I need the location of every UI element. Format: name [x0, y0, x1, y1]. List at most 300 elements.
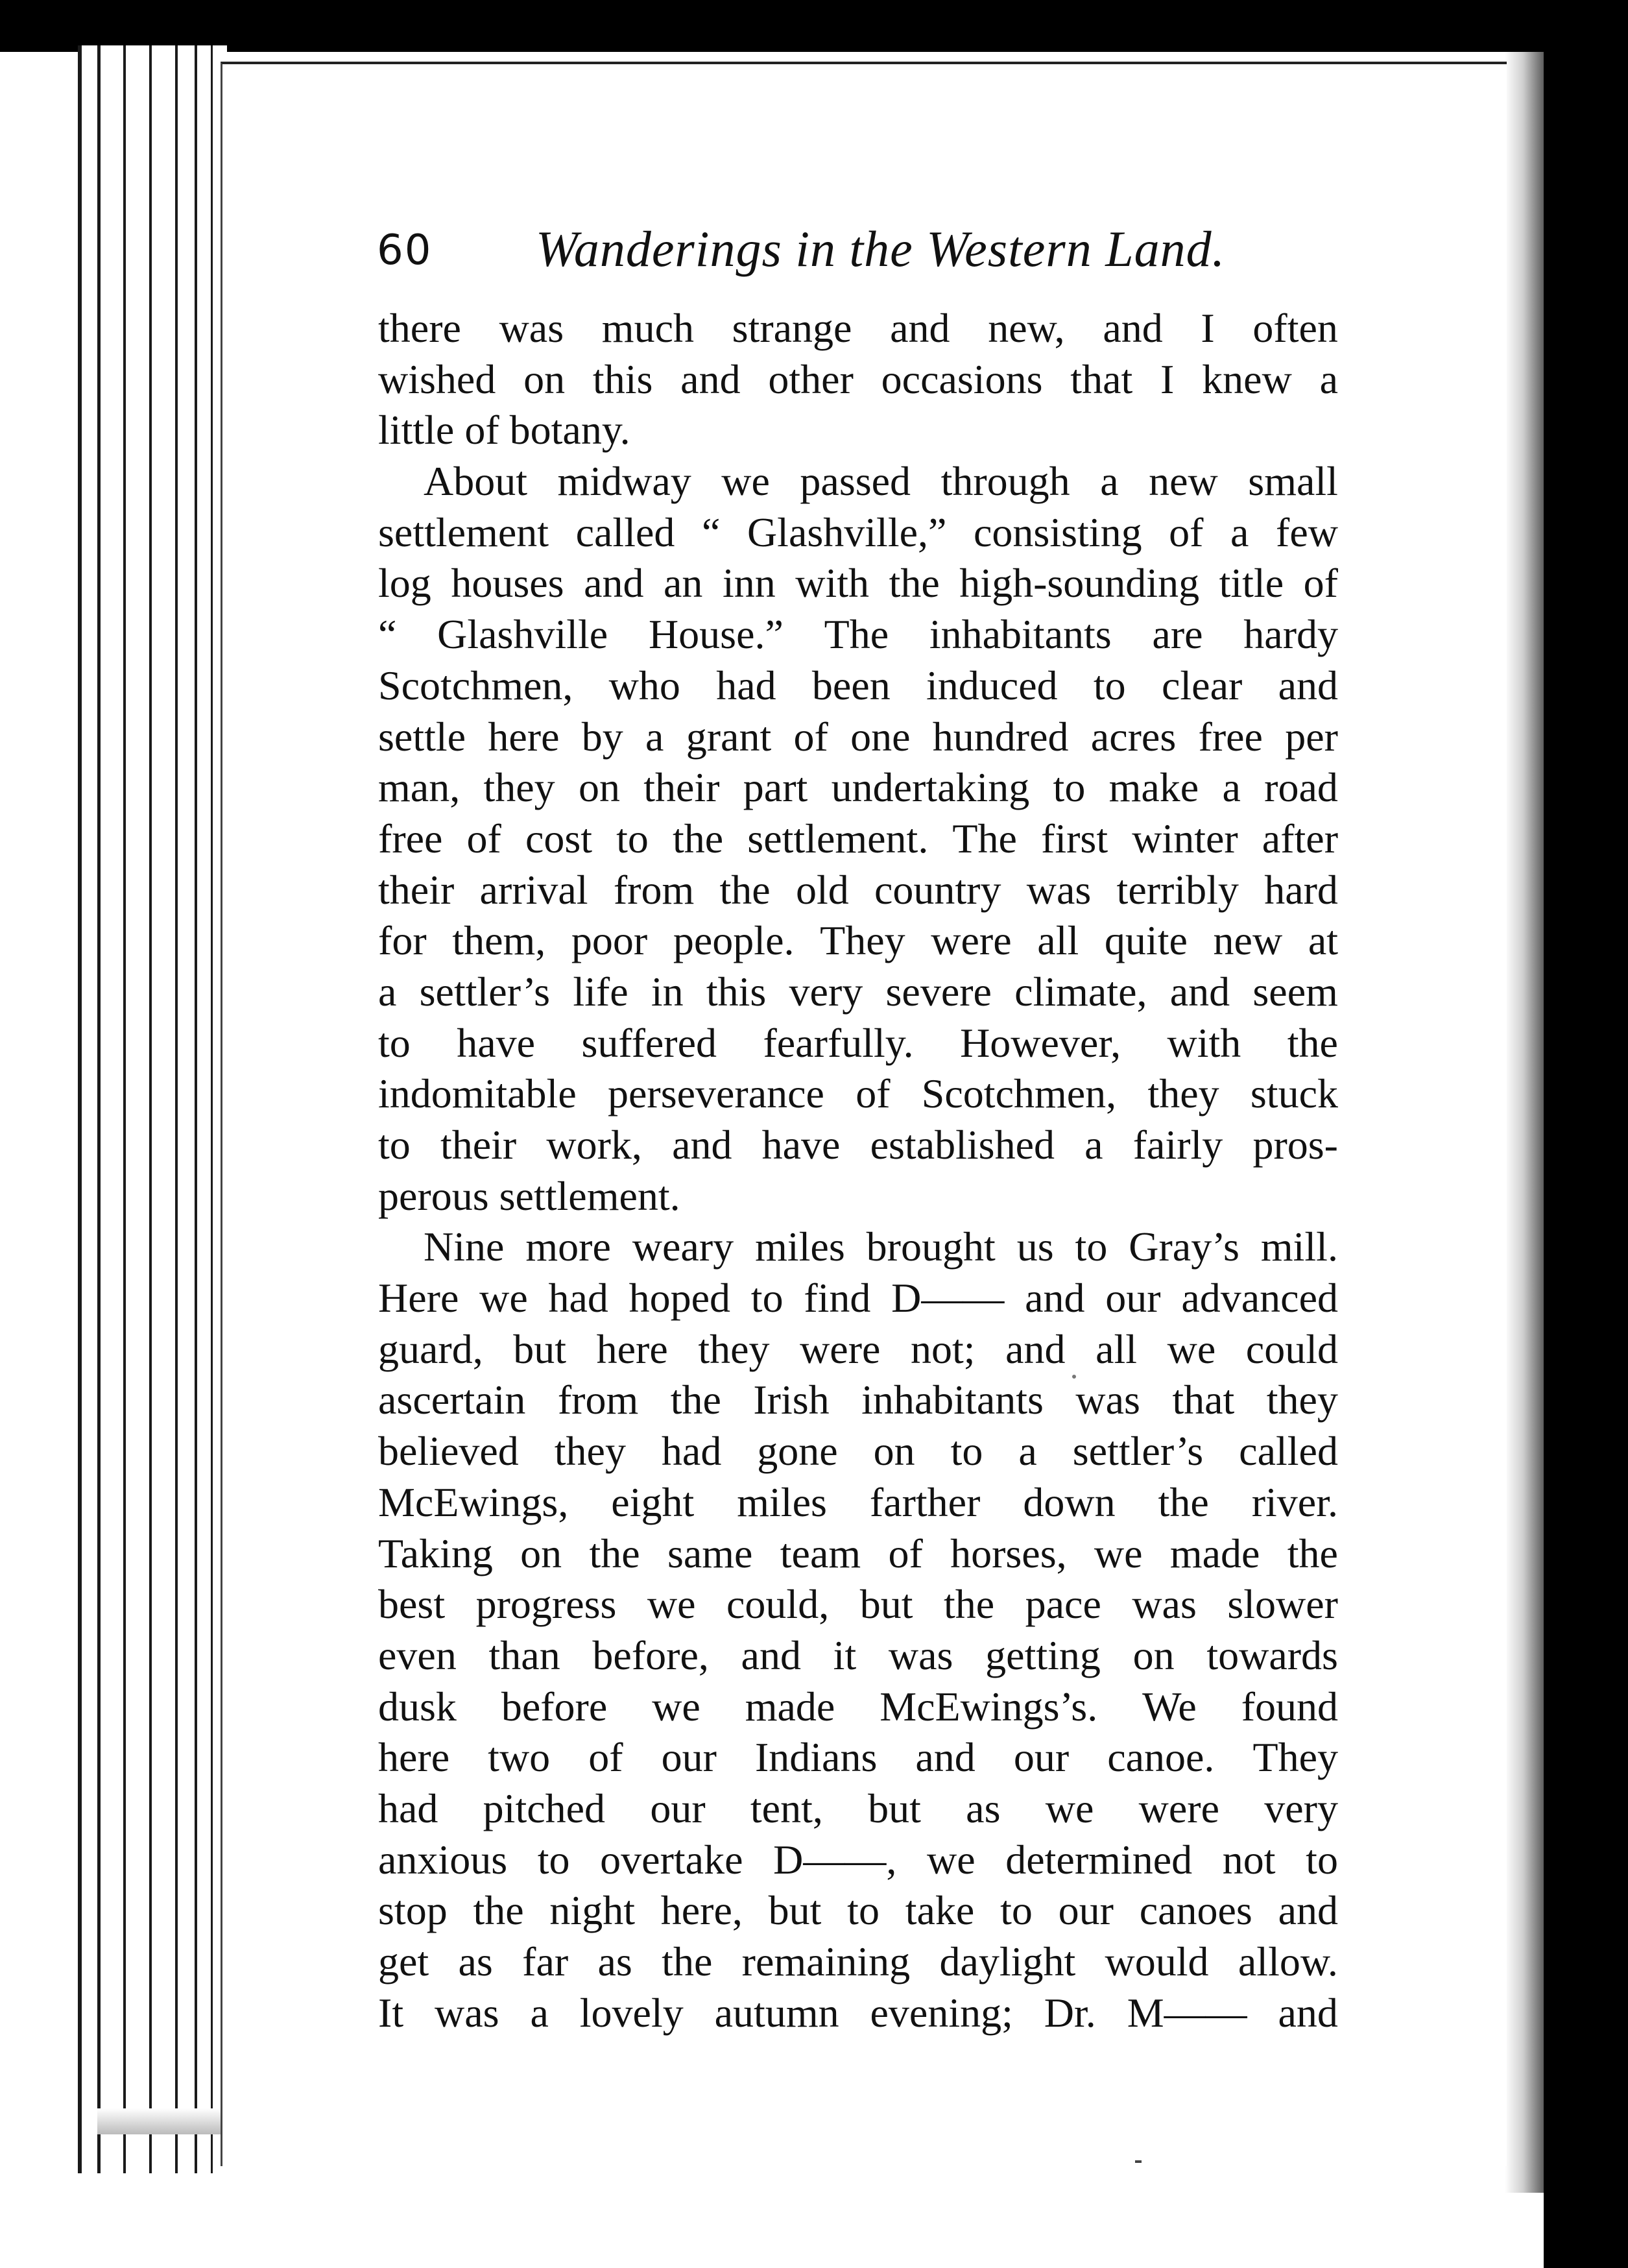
word: with — [795, 560, 870, 607]
word: river. — [1251, 1478, 1338, 1525]
word: before — [501, 1683, 608, 1730]
word: the — [473, 1887, 524, 1934]
page-edge-line — [211, 45, 213, 2173]
word: Taking — [378, 1530, 493, 1576]
word: could, — [726, 1581, 830, 1628]
word: progress — [475, 1581, 617, 1628]
word: and — [1278, 1887, 1338, 1934]
word: an — [664, 560, 703, 607]
word: was — [499, 305, 564, 351]
word: they — [1266, 1377, 1338, 1423]
word: pitched — [483, 1785, 606, 1831]
word: overtake — [600, 1836, 743, 1883]
word: free — [1198, 713, 1263, 760]
word: of — [1303, 560, 1338, 607]
word: made — [1169, 1530, 1260, 1576]
page-edge-line — [123, 45, 126, 2173]
word: Indians — [754, 1734, 878, 1781]
word: road — [1264, 764, 1338, 811]
word: we — [926, 1836, 976, 1883]
word: as — [966, 1785, 1001, 1831]
word: wished — [378, 356, 496, 402]
word: passed — [800, 458, 911, 505]
word: D——, — [773, 1836, 897, 1883]
text-line — [378, 1375, 1338, 1426]
word: per — [1285, 713, 1338, 760]
word: perseverance — [607, 1070, 824, 1117]
word: our — [661, 1734, 717, 1781]
word: canoes — [1139, 1887, 1252, 1934]
word: before, — [592, 1632, 709, 1678]
word: here — [488, 713, 560, 760]
word: inhabitants — [929, 611, 1112, 658]
word: canoe. — [1107, 1734, 1215, 1781]
word: Gray’s — [1129, 1224, 1239, 1270]
word: through — [940, 458, 1070, 505]
word: “ — [701, 509, 721, 555]
word: mill. — [1260, 1224, 1338, 1270]
text-line — [378, 558, 1338, 609]
word: the — [719, 866, 771, 913]
word: and — [1278, 1989, 1338, 2036]
word: get — [378, 1938, 429, 1984]
word: we — [652, 1683, 700, 1730]
word: our — [1105, 1275, 1161, 1321]
word: team — [780, 1530, 861, 1576]
word: D—— — [891, 1275, 1005, 1321]
running-head — [377, 220, 1415, 298]
word: on — [578, 764, 620, 811]
word: a — [1230, 509, 1249, 555]
word: night — [549, 1887, 635, 1934]
text-line — [378, 1426, 1338, 1477]
word: we — [1167, 1325, 1216, 1372]
word: to — [1093, 662, 1126, 708]
word: we — [479, 1275, 528, 1321]
word: the — [673, 815, 724, 862]
word: farther — [869, 1478, 981, 1525]
word: a — [645, 713, 664, 760]
text-line — [378, 1528, 1338, 1580]
word: winter — [1132, 815, 1238, 862]
word: of — [888, 1530, 923, 1576]
text-line — [378, 865, 1338, 916]
word: country — [874, 866, 1001, 913]
word: terribly — [1116, 866, 1239, 913]
word: on — [873, 1428, 915, 1475]
word: and — [584, 560, 644, 607]
word: induced — [926, 662, 1058, 708]
word: who — [608, 662, 680, 708]
word: anxious — [378, 1836, 508, 1883]
word: there — [378, 305, 461, 351]
text-line — [378, 1682, 1338, 1733]
word: evening; — [870, 1989, 1013, 2036]
word: to — [847, 1887, 880, 1934]
text-line — [378, 1222, 1338, 1273]
word: to — [1075, 1224, 1108, 1270]
word: a — [1100, 458, 1119, 505]
word: settler’s — [1072, 1428, 1204, 1475]
text-line — [378, 1936, 1338, 1988]
word: but — [859, 1581, 913, 1628]
word: had — [548, 1275, 608, 1321]
word: the — [662, 1938, 713, 1984]
word: I — [1160, 356, 1175, 402]
word: suffered — [581, 1019, 717, 1066]
word: they — [698, 1325, 770, 1372]
word: towards — [1206, 1632, 1338, 1678]
word: of — [856, 1070, 891, 1117]
word: a — [1319, 356, 1338, 402]
word: fearfully. — [763, 1019, 914, 1066]
word: Scotchmen, — [921, 1070, 1117, 1117]
text-line — [378, 1273, 1338, 1324]
word: poor — [571, 917, 648, 964]
word: than — [488, 1632, 560, 1678]
word: as — [597, 1938, 632, 1984]
text-line — [378, 814, 1338, 865]
scanner-frame-top — [0, 0, 1628, 52]
word: knew — [1202, 356, 1292, 402]
word: small — [1248, 458, 1338, 505]
page-edge-line — [78, 45, 82, 2173]
word: but — [513, 1325, 567, 1372]
word: log — [378, 560, 431, 607]
word: other — [768, 356, 854, 402]
text-line: little of botany. — [378, 407, 630, 453]
word: fairly — [1132, 1122, 1223, 1168]
word: Nine — [424, 1224, 505, 1270]
word: they — [483, 764, 555, 811]
scanner-frame-right — [1544, 0, 1628, 2268]
word: were — [1138, 1785, 1219, 1831]
word: midway — [557, 458, 691, 505]
text-line — [378, 712, 1338, 763]
word: have — [457, 1019, 536, 1066]
word: a — [530, 1989, 549, 2036]
word: horses, — [950, 1530, 1067, 1576]
word: guard, — [378, 1325, 483, 1372]
word: first — [1041, 815, 1108, 862]
word: here — [596, 1325, 668, 1372]
stacked-page-edges — [78, 45, 227, 2173]
page-edge-line — [149, 45, 152, 2173]
word: had — [716, 662, 776, 708]
word: new, — [988, 305, 1065, 351]
word: by — [581, 713, 623, 760]
word: to — [1306, 1836, 1338, 1883]
word: autumn — [714, 1989, 839, 2036]
word: they — [554, 1428, 626, 1475]
text-line — [378, 1324, 1338, 1375]
word: their — [643, 764, 720, 811]
word: we — [647, 1581, 696, 1628]
word: consisting — [974, 509, 1142, 555]
word: and — [890, 305, 950, 351]
word: seem — [1252, 968, 1338, 1015]
text-line — [378, 915, 1338, 967]
word: a — [1222, 764, 1241, 811]
text-line — [378, 762, 1338, 814]
word: brought — [866, 1224, 996, 1270]
word: indomitable — [378, 1070, 577, 1117]
word: two — [488, 1734, 551, 1781]
word: had — [378, 1785, 438, 1831]
word: the — [943, 1581, 995, 1628]
word: Glashville,” — [747, 509, 947, 555]
word: acres — [1090, 713, 1177, 760]
text-line — [378, 1630, 1338, 1682]
word: and — [1169, 968, 1230, 1015]
word: they — [1147, 1070, 1219, 1117]
word: made — [745, 1683, 835, 1730]
word: life — [573, 968, 628, 1015]
word: McEwings, — [378, 1478, 569, 1525]
word: a — [1018, 1428, 1037, 1475]
word: here — [378, 1734, 450, 1781]
word: more — [525, 1224, 611, 1270]
word: ascertain — [378, 1377, 526, 1423]
word: one — [850, 713, 911, 760]
word: part — [743, 764, 808, 811]
word: tent, — [750, 1785, 823, 1831]
text-line — [378, 456, 1338, 507]
word: of — [588, 1734, 623, 1781]
word: stop — [378, 1887, 448, 1934]
word: to — [537, 1836, 570, 1883]
text-line — [378, 1988, 1338, 2039]
word: much — [601, 305, 694, 351]
word: on — [520, 1530, 562, 1576]
scan-speck — [1135, 2160, 1142, 2163]
word: believed — [378, 1428, 519, 1475]
word: inhabitants — [861, 1377, 1044, 1423]
word: the — [1287, 1530, 1338, 1576]
word: miles — [737, 1478, 827, 1525]
word: was — [435, 1989, 499, 2036]
word: gone — [757, 1428, 838, 1475]
word: our — [1058, 1887, 1114, 1934]
word: However, — [960, 1019, 1121, 1066]
word: daylight — [939, 1938, 1076, 1984]
word: House.” — [648, 611, 784, 658]
word: was — [888, 1632, 953, 1678]
word: far — [522, 1938, 569, 1984]
word: of — [466, 815, 501, 862]
word: had — [661, 1428, 722, 1475]
word: it — [833, 1632, 857, 1678]
word: climate, — [1014, 968, 1147, 1015]
word: It — [378, 1989, 404, 2036]
word: settlement — [378, 509, 549, 555]
word: best — [378, 1581, 446, 1628]
word: could — [1245, 1325, 1338, 1372]
word: the — [1158, 1478, 1209, 1525]
word: grant — [686, 713, 772, 760]
word: houses — [451, 560, 564, 607]
text-line — [378, 1477, 1338, 1528]
word: our — [650, 1785, 706, 1831]
word: we — [1094, 1530, 1143, 1576]
word: their — [440, 1122, 517, 1168]
word: of — [793, 713, 828, 760]
word: very — [789, 968, 863, 1015]
word: and — [915, 1734, 976, 1781]
word: Here — [378, 1275, 459, 1321]
word: free — [378, 815, 443, 862]
word: the — [889, 560, 940, 607]
word: quite — [1104, 917, 1188, 964]
word: been — [811, 662, 891, 708]
word: their — [378, 866, 455, 913]
word: of — [1169, 509, 1204, 555]
word: allow. — [1238, 1938, 1338, 1984]
word: hardy — [1243, 611, 1338, 658]
scan-speck — [1072, 1375, 1076, 1379]
word: They — [1252, 1734, 1338, 1781]
word: a — [378, 968, 397, 1015]
word: arrival — [479, 866, 588, 913]
word: high-sounding — [959, 560, 1200, 607]
text-line — [378, 1885, 1338, 1936]
word: to — [378, 1122, 411, 1168]
text-line — [378, 507, 1338, 559]
word: to — [1053, 764, 1086, 811]
word: The — [824, 611, 889, 658]
word: often — [1252, 305, 1338, 351]
word: man, — [378, 764, 461, 811]
word: eight — [611, 1478, 695, 1525]
word: slower — [1227, 1581, 1338, 1628]
word: make — [1108, 764, 1199, 811]
word: McEwings’s. — [880, 1683, 1098, 1730]
text-line — [378, 967, 1338, 1018]
text-line — [378, 303, 1338, 354]
word: undertaking — [831, 764, 1030, 811]
word: and — [741, 1632, 801, 1678]
word: were — [931, 917, 1012, 964]
word: here, — [660, 1887, 743, 1934]
word: Glashville — [437, 611, 608, 658]
word: “ — [378, 611, 397, 658]
text-line — [378, 1835, 1338, 1886]
word: They — [820, 917, 905, 964]
word: not; — [910, 1325, 976, 1372]
word: work, — [546, 1122, 642, 1168]
text-line: perous settlement. — [378, 1172, 680, 1219]
word: to — [750, 1275, 784, 1321]
text-line — [378, 1120, 1338, 1171]
running-title: Wanderings in the Western Land. — [536, 221, 1226, 277]
word: that — [1172, 1377, 1235, 1423]
word: we — [721, 458, 770, 505]
word: even — [378, 1632, 457, 1678]
word: was — [1132, 1581, 1197, 1628]
text-line — [378, 1068, 1338, 1120]
word: dusk — [378, 1683, 457, 1730]
word: miles — [755, 1224, 845, 1270]
word: determined — [1005, 1836, 1193, 1883]
text-line — [378, 1732, 1338, 1783]
word: found — [1241, 1683, 1338, 1730]
word: for — [378, 917, 427, 964]
word: them, — [452, 917, 546, 964]
word: are — [1152, 611, 1203, 658]
word: hundred — [932, 713, 1069, 760]
word: the — [670, 1377, 721, 1423]
word: not — [1222, 1836, 1276, 1883]
word: very — [1264, 1785, 1338, 1831]
word: Scotchmen, — [378, 662, 573, 708]
word: strange — [732, 305, 852, 351]
word: called — [1239, 1428, 1338, 1475]
word: new — [1213, 917, 1283, 964]
word: all — [1095, 1325, 1138, 1372]
word: to — [378, 1019, 411, 1066]
word: occasions — [881, 356, 1043, 402]
word: and — [1025, 1275, 1085, 1321]
word: hard — [1264, 866, 1338, 913]
word: Irish — [753, 1377, 830, 1423]
word: down — [1023, 1478, 1116, 1525]
word: and — [1278, 662, 1338, 708]
word: pros- — [1252, 1122, 1338, 1168]
word: on — [1132, 1632, 1175, 1678]
word: as — [458, 1938, 493, 1984]
word: our — [1013, 1734, 1070, 1781]
text-line — [378, 1579, 1338, 1630]
word: to — [950, 1428, 983, 1475]
word: Dr. — [1044, 1989, 1096, 2036]
word: a — [1084, 1122, 1103, 1168]
word: called — [575, 509, 675, 555]
word: in — [651, 968, 684, 1015]
word: the — [589, 1530, 640, 1576]
word: clear — [1161, 662, 1243, 708]
page-number: 60 — [377, 226, 433, 274]
word: was — [1026, 866, 1092, 913]
page-edge-line — [97, 45, 101, 2173]
word: and — [1103, 305, 1163, 351]
word: M—— — [1127, 1989, 1247, 2036]
word: were — [800, 1325, 881, 1372]
word: to — [1000, 1887, 1033, 1934]
word: We — [1142, 1683, 1197, 1730]
word: take — [905, 1887, 975, 1934]
word: settler’s — [419, 968, 551, 1015]
word: with — [1167, 1019, 1241, 1066]
word: stuck — [1250, 1070, 1338, 1117]
word: established — [870, 1122, 1055, 1168]
word: was — [1075, 1377, 1140, 1423]
word: advanced — [1181, 1275, 1338, 1321]
word: remaining — [741, 1938, 911, 1984]
word: that — [1070, 356, 1133, 402]
word: lovely — [579, 1989, 684, 2036]
word: I — [1201, 305, 1215, 351]
word: after — [1262, 815, 1338, 862]
word: inn — [722, 560, 776, 607]
page-edge-line — [195, 45, 197, 2173]
word: cost — [525, 815, 593, 862]
word: from — [557, 1377, 639, 1423]
word: hoped — [628, 1275, 731, 1321]
word: getting — [985, 1632, 1101, 1678]
text-line — [378, 1783, 1338, 1835]
word: have — [761, 1122, 841, 1168]
text-line — [378, 609, 1338, 660]
